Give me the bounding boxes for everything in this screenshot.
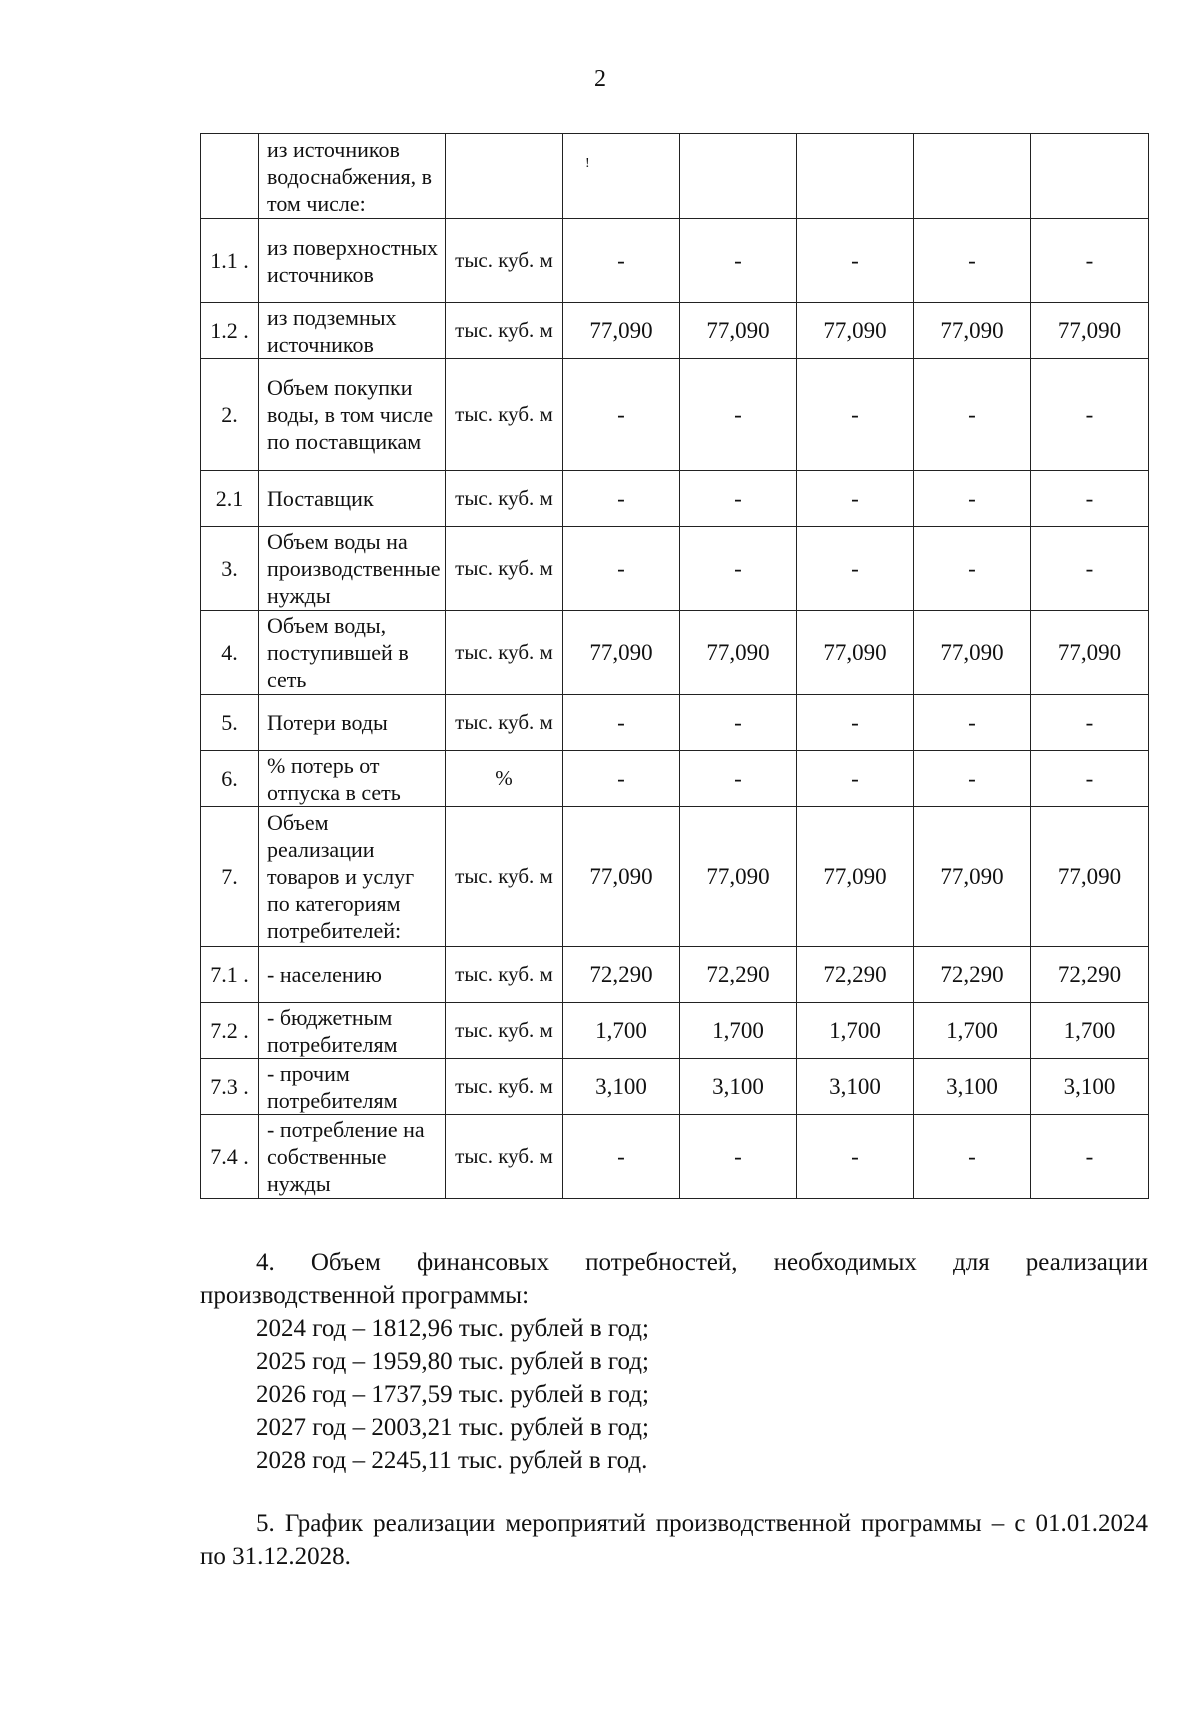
value-cell: - bbox=[797, 527, 914, 611]
value-cell: 77,090 bbox=[914, 303, 1031, 359]
value-cell: 3,100 bbox=[680, 1059, 797, 1115]
row-unit: тыс. куб. м bbox=[446, 1115, 563, 1199]
row-unit: % bbox=[446, 751, 563, 807]
value-cell: - bbox=[680, 471, 797, 527]
value-cell: - bbox=[914, 471, 1031, 527]
value-cell: 77,090 bbox=[914, 807, 1031, 947]
row-number: 7.4 . bbox=[201, 1115, 259, 1199]
value-cell: - bbox=[1031, 527, 1149, 611]
value-cell: 1,700 bbox=[680, 1003, 797, 1059]
table-row bbox=[201, 1059, 1149, 1115]
table-row bbox=[201, 471, 1149, 527]
value-cell: 77,090 bbox=[680, 303, 797, 359]
value-cell: - bbox=[563, 527, 680, 611]
value-cell: 77,090 bbox=[914, 611, 1031, 695]
row-name: из поверхностных источников bbox=[259, 219, 446, 303]
value-cell: - bbox=[563, 1115, 680, 1199]
row-number: 5. bbox=[201, 695, 259, 751]
value-cell: - bbox=[914, 527, 1031, 611]
value-cell: - bbox=[914, 359, 1031, 471]
row-name: - населению bbox=[259, 947, 446, 1003]
value-cell: 3,100 bbox=[797, 1059, 914, 1115]
value-cell: 72,290 bbox=[914, 947, 1031, 1003]
table-row-header bbox=[201, 134, 1149, 219]
value-cell: 72,290 bbox=[797, 947, 914, 1003]
schedule-section bbox=[200, 1507, 1148, 1573]
page-number: 2 bbox=[594, 66, 606, 92]
value-cell: 77,090 bbox=[797, 611, 914, 695]
value-cell: 3,100 bbox=[563, 1059, 680, 1115]
value-cell: - bbox=[797, 471, 914, 527]
section-5-text: 5. График реализации мероприятий производственной программы – с 01.01.2024 по 31.12.2028. bbox=[200, 1510, 1148, 1570]
row-number: 7. bbox=[201, 807, 259, 947]
table-row bbox=[201, 807, 1149, 947]
value-cell: - bbox=[563, 695, 680, 751]
row-name: - бюджетным потребителям bbox=[259, 1003, 446, 1059]
year-line-2024: 2024 год – 1812,96 тыс. рублей в год; bbox=[256, 1315, 649, 1342]
value-cell: - bbox=[797, 359, 914, 471]
water-balance-table bbox=[200, 133, 1149, 1199]
value-cell: - bbox=[680, 219, 797, 303]
value-cell: - bbox=[1031, 695, 1149, 751]
value-cell: - bbox=[797, 695, 914, 751]
year-line-2027: 2027 год – 2003,21 тыс. рублей в год; bbox=[256, 1414, 649, 1441]
section-4-heading: 4. Объем финансовых потребностей, необходимых для реализации производственной программы: bbox=[200, 1249, 1148, 1309]
value-cell: 1,700 bbox=[914, 1003, 1031, 1059]
row-name: - потребление на собственные нужды bbox=[259, 1115, 446, 1199]
value-cell: - bbox=[680, 695, 797, 751]
row-unit: тыс. куб. м bbox=[446, 219, 563, 303]
table-row bbox=[201, 359, 1149, 471]
row-number: 2. bbox=[201, 359, 259, 471]
row-number: 2.1 bbox=[201, 471, 259, 527]
row-number: 4. bbox=[201, 611, 259, 695]
table-row bbox=[201, 527, 1149, 611]
row-unit: тыс. куб. м bbox=[446, 695, 563, 751]
value-cell: - bbox=[680, 1115, 797, 1199]
value-cell: - bbox=[680, 751, 797, 807]
value-cell: - bbox=[563, 359, 680, 471]
value-cell bbox=[914, 134, 1031, 219]
value-cell: - bbox=[914, 751, 1031, 807]
value-cell: - bbox=[563, 471, 680, 527]
table-row bbox=[201, 1115, 1149, 1199]
value-cell: - bbox=[1031, 471, 1149, 527]
table-row bbox=[201, 947, 1149, 1003]
value-cell bbox=[680, 134, 797, 219]
table-row bbox=[201, 611, 1149, 695]
row-unit: тыс. куб. м bbox=[446, 303, 563, 359]
value-cell: 72,290 bbox=[563, 947, 680, 1003]
year-line-2025: 2025 год – 1959,80 тыс. рублей в год; bbox=[256, 1348, 649, 1375]
value-cell: - bbox=[563, 751, 680, 807]
value-cell: 77,090 bbox=[1031, 303, 1149, 359]
row-unit: тыс. куб. м bbox=[446, 1003, 563, 1059]
value-cell: - bbox=[914, 1115, 1031, 1199]
value-cell: - bbox=[1031, 219, 1149, 303]
row-number: 3. bbox=[201, 527, 259, 611]
value-cell bbox=[797, 134, 914, 219]
value-cell: - bbox=[1031, 359, 1149, 471]
value-cell: - bbox=[1031, 751, 1149, 807]
table-row bbox=[201, 751, 1149, 807]
value-cell: 1,700 bbox=[797, 1003, 914, 1059]
row-unit: тыс. куб. м bbox=[446, 1059, 563, 1115]
value-cell: 77,090 bbox=[563, 807, 680, 947]
value-cell: 3,100 bbox=[914, 1059, 1031, 1115]
row-number: 1.1 . bbox=[201, 219, 259, 303]
table-row bbox=[201, 303, 1149, 359]
row-name: из подземных источников bbox=[259, 303, 446, 359]
row-unit: тыс. куб. м bbox=[446, 947, 563, 1003]
year-line-2028: 2028 год – 2245,11 тыс. рублей в год. bbox=[256, 1447, 648, 1474]
value-cell: - bbox=[563, 219, 680, 303]
value-cell: - bbox=[680, 527, 797, 611]
row-number: 7.2 . bbox=[201, 1003, 259, 1059]
value-cell: 77,090 bbox=[797, 807, 914, 947]
row-name: из источников водоснабжения, в том числе: bbox=[259, 134, 446, 219]
value-cell bbox=[1031, 134, 1149, 219]
row-name: Объем воды, поступившей в сеть bbox=[259, 611, 446, 695]
year-line-2026: 2026 год – 1737,59 тыс. рублей в год; bbox=[256, 1381, 649, 1408]
row-name: - прочим потребителям bbox=[259, 1059, 446, 1115]
row-unit: тыс. куб. м bbox=[446, 359, 563, 471]
value-cell: - bbox=[797, 751, 914, 807]
value-cell: 1,700 bbox=[563, 1003, 680, 1059]
value-cell: - bbox=[680, 359, 797, 471]
row-name: Потери воды bbox=[259, 695, 446, 751]
row-unit: тыс. куб. м bbox=[446, 527, 563, 611]
row-name: Поставщик bbox=[259, 471, 446, 527]
value-cell: 77,090 bbox=[563, 611, 680, 695]
value-cell: - bbox=[797, 219, 914, 303]
row-number: 6. bbox=[201, 751, 259, 807]
value-cell: ! bbox=[563, 134, 680, 219]
value-cell: 77,090 bbox=[563, 303, 680, 359]
value-cell: 77,090 bbox=[797, 303, 914, 359]
value-cell: - bbox=[797, 1115, 914, 1199]
value-cell: 77,090 bbox=[1031, 807, 1149, 947]
value-cell: 72,290 bbox=[680, 947, 797, 1003]
row-number bbox=[201, 134, 259, 219]
table-row bbox=[201, 695, 1149, 751]
value-cell: 77,090 bbox=[680, 807, 797, 947]
value-cell: 3,100 bbox=[1031, 1059, 1149, 1115]
row-name: Объем покупки воды, в том числе по поставщикам bbox=[259, 359, 446, 471]
value-cell: - bbox=[1031, 1115, 1149, 1199]
table-row bbox=[201, 219, 1149, 303]
row-number: 7.1 . bbox=[201, 947, 259, 1003]
row-unit bbox=[446, 134, 563, 219]
row-unit: тыс. куб. м bbox=[446, 807, 563, 947]
value-cell: 72,290 bbox=[1031, 947, 1149, 1003]
value-cell: 77,090 bbox=[1031, 611, 1149, 695]
table-body bbox=[201, 134, 1149, 1199]
row-name: Объем реализации товаров и услуг по категориям потребителей: bbox=[259, 807, 446, 947]
row-unit: тыс. куб. м bbox=[446, 611, 563, 695]
value-cell: 1,700 bbox=[1031, 1003, 1149, 1059]
financial-needs-section bbox=[200, 1246, 1148, 1477]
row-number: 1.2 . bbox=[201, 303, 259, 359]
row-unit: тыс. куб. м bbox=[446, 471, 563, 527]
value-cell: 77,090 bbox=[680, 611, 797, 695]
row-name: Объем воды на производственные нужды bbox=[259, 527, 446, 611]
value-cell: - bbox=[914, 695, 1031, 751]
row-name: % потерь от отпуска в сеть bbox=[259, 751, 446, 807]
row-number: 7.3 . bbox=[201, 1059, 259, 1115]
table-row bbox=[201, 1003, 1149, 1059]
value-cell: - bbox=[914, 219, 1031, 303]
